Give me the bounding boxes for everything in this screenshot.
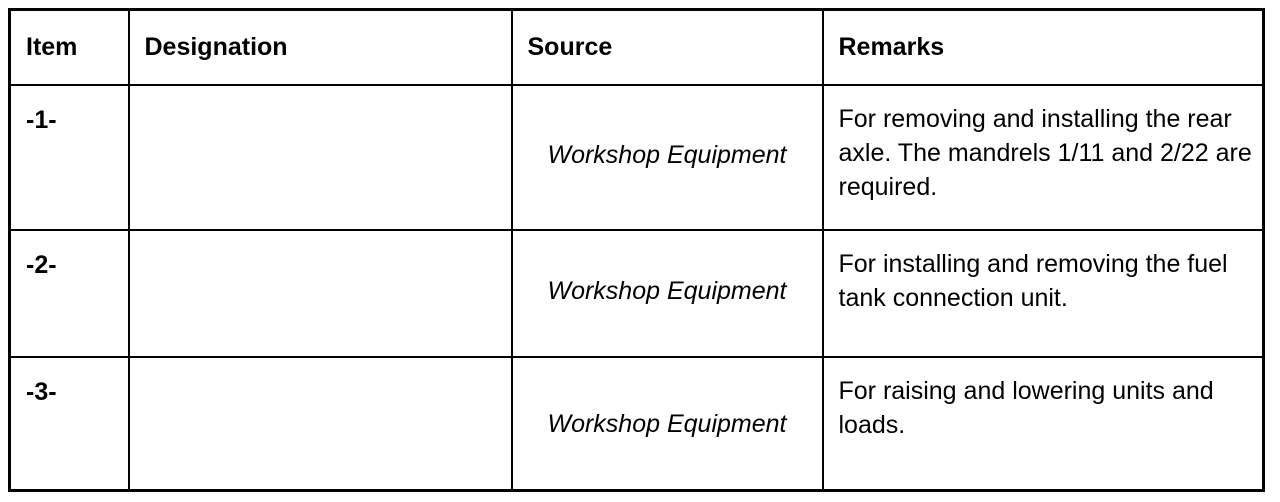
source-text: Workshop Equipment xyxy=(547,276,787,305)
source-text: Workshop Equipment xyxy=(547,409,787,438)
header-source: Source xyxy=(512,10,823,85)
designation-cell xyxy=(129,85,512,230)
table-row xyxy=(10,230,1264,357)
item-number: -1- xyxy=(10,85,129,230)
remarks-cell: For removing and installing the rear axle. The mandrels 1/11 and 2/22 are required. xyxy=(823,85,1264,230)
header-row xyxy=(10,10,1264,85)
table-row xyxy=(10,357,1264,491)
source-cell xyxy=(512,85,823,230)
item-number: -3- xyxy=(10,357,129,491)
remarks-cell: For raising and lowering units and loads. xyxy=(823,357,1264,491)
remarks-cell: For installing and removing the fuel tank connection unit. xyxy=(823,230,1264,357)
special-tools-table xyxy=(8,8,1265,492)
designation-cell xyxy=(129,230,512,357)
source-cell xyxy=(512,357,823,491)
item-number: -2- xyxy=(10,230,129,357)
table-header xyxy=(10,10,1264,85)
table-row xyxy=(10,85,1264,230)
source-cell xyxy=(512,230,823,357)
designation-cell xyxy=(129,357,512,491)
header-remarks: Remarks xyxy=(823,10,1264,85)
table-body xyxy=(10,85,1264,491)
header-designation: Designation xyxy=(129,10,512,85)
source-text: Workshop Equipment xyxy=(547,140,787,169)
header-item: Item xyxy=(10,10,129,85)
